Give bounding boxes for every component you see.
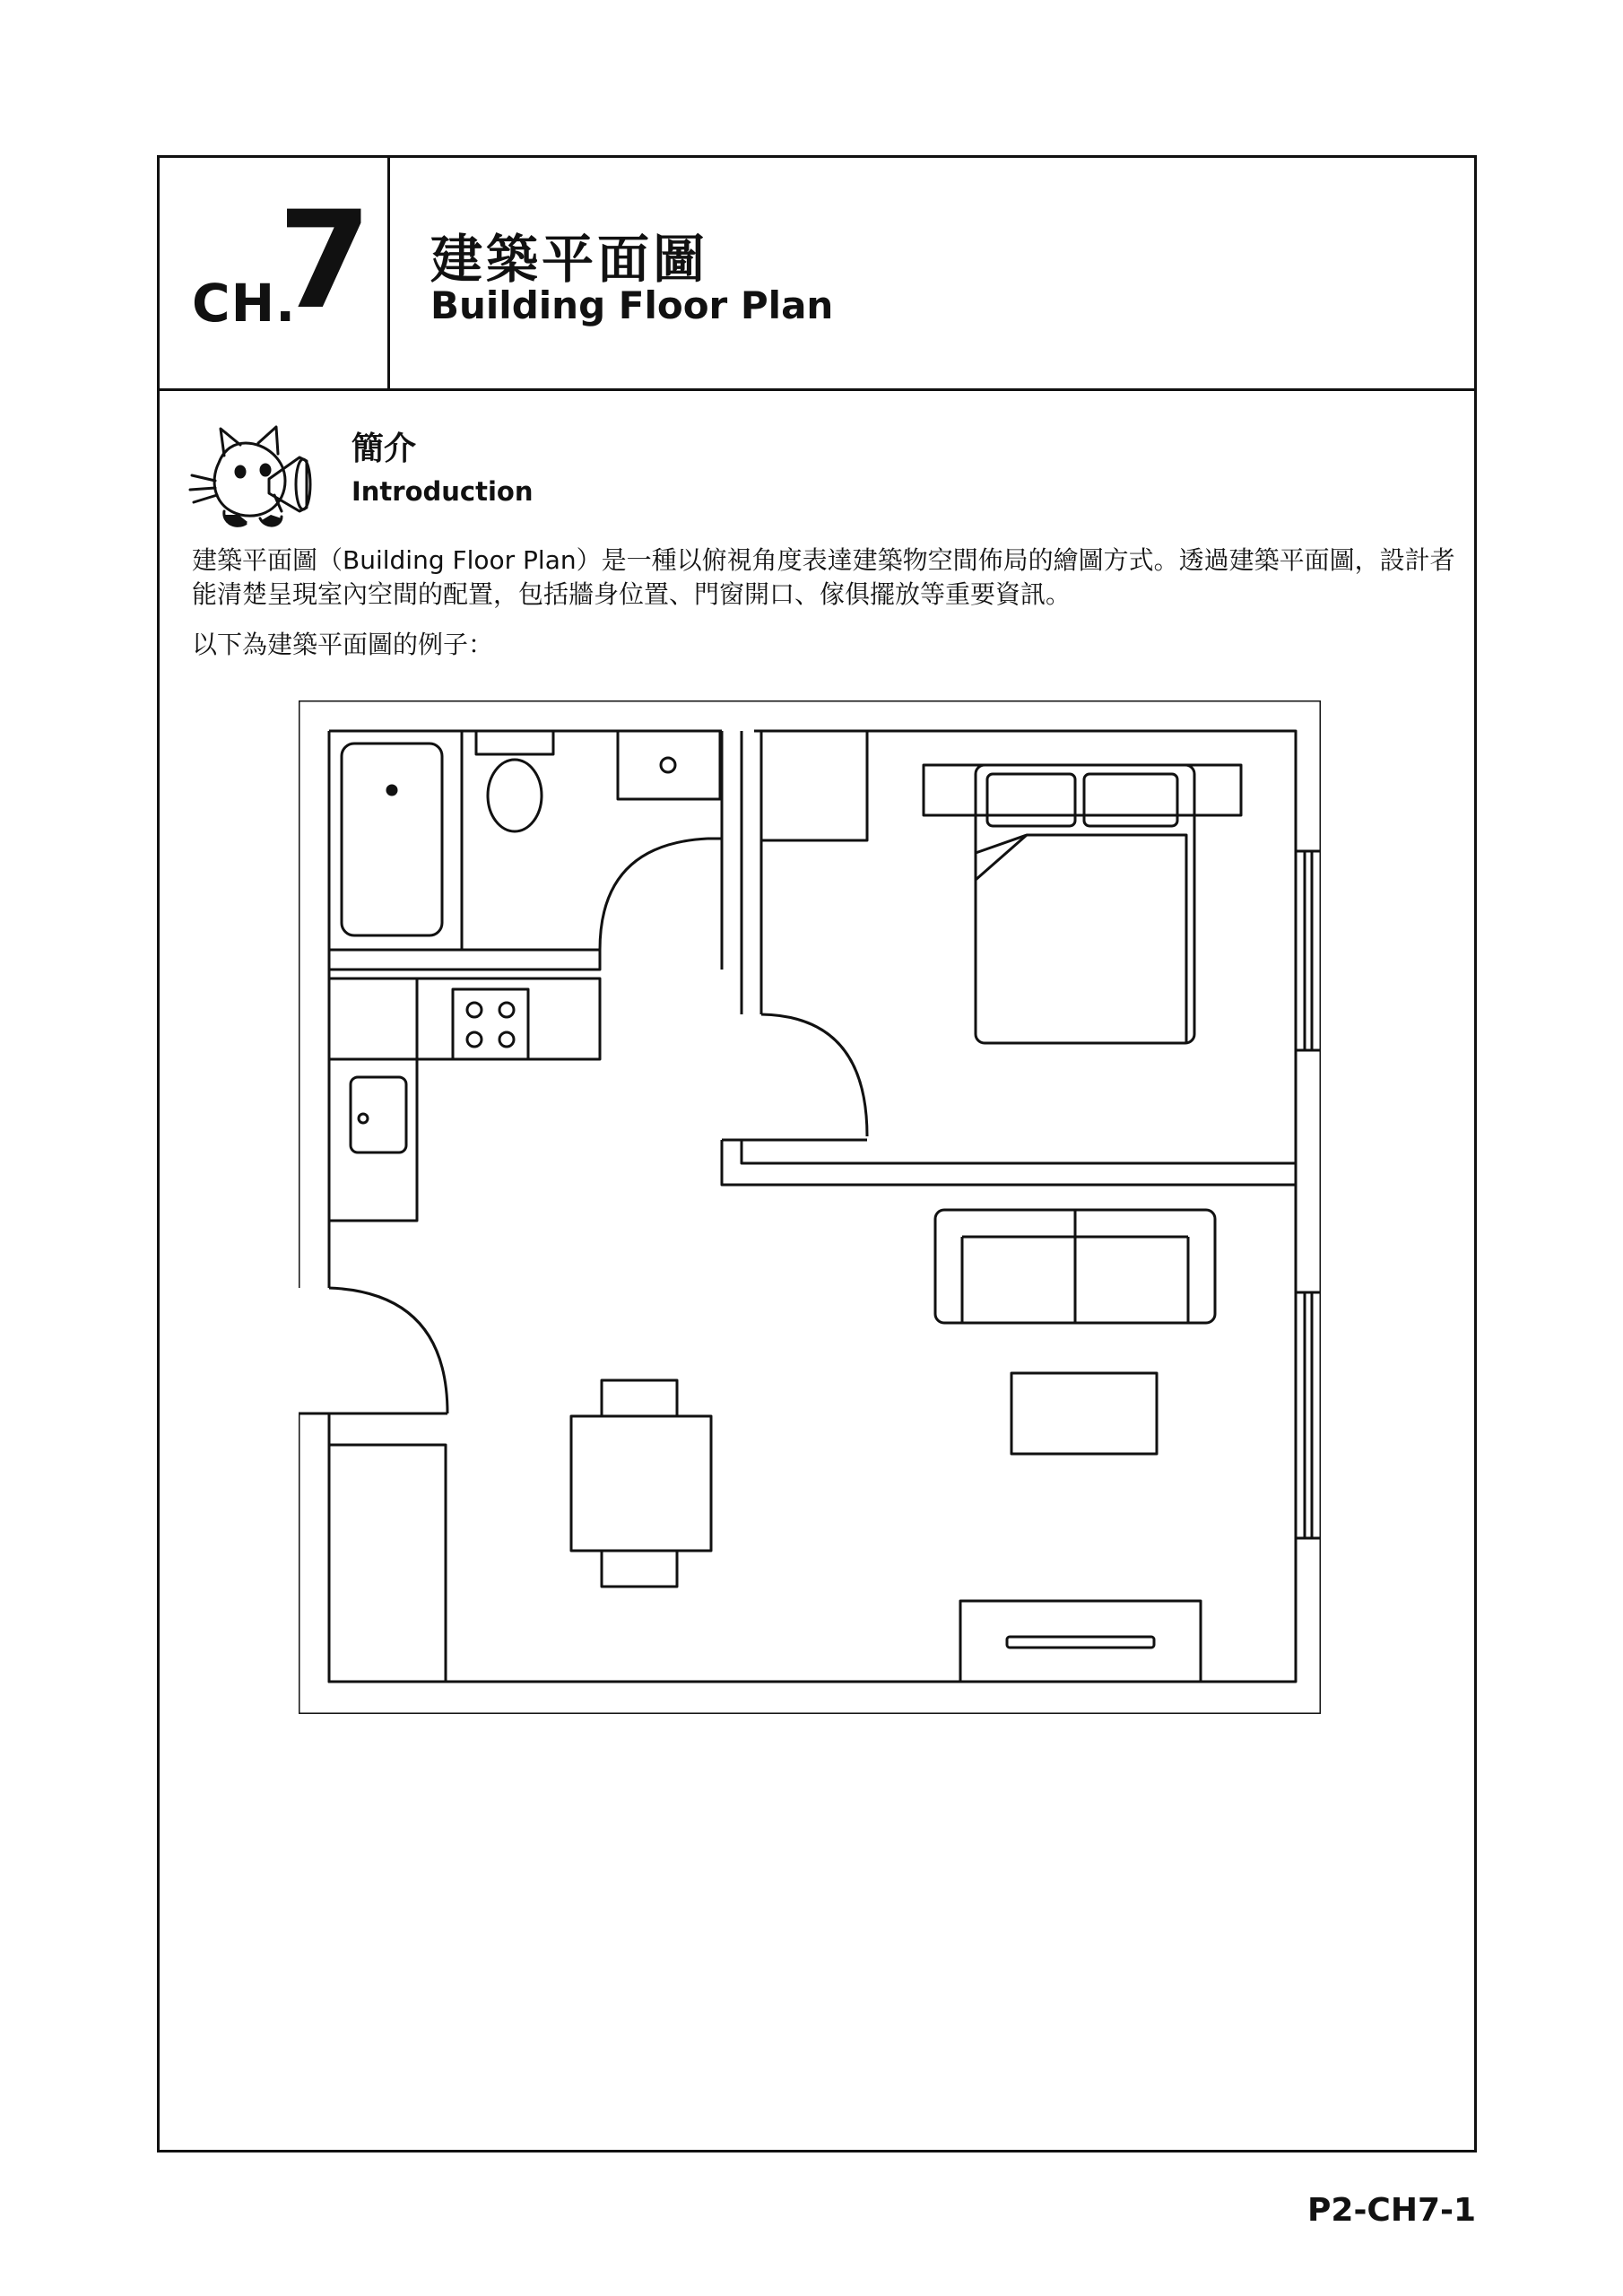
- pillow-left: [987, 774, 1075, 826]
- intro-heading-zh: 簡介: [352, 430, 417, 467]
- inner-wall-line: [329, 731, 1296, 1682]
- floor-plan-diagram: [299, 700, 1321, 1714]
- dining-table: [571, 1416, 711, 1551]
- chapter-title-zh: 建築平面圖: [430, 229, 709, 290]
- example-lead-in: 以下為建築平面圖的例子：: [192, 630, 494, 659]
- dining-chair-top: [602, 1380, 677, 1416]
- bedroom-wall: [742, 731, 761, 1014]
- bathroom-sink: [618, 731, 720, 799]
- page-number: P2-CH7-1: [1307, 2192, 1476, 2229]
- wardrobe: [761, 731, 867, 840]
- page-frame: [157, 155, 1477, 2152]
- chapter-header: [160, 158, 1474, 391]
- outer-wall: [299, 700, 1321, 1714]
- dining-chair-bottom: [602, 1551, 677, 1587]
- bedroom-door-swing: [761, 1014, 867, 1136]
- entrance-door-swing: [329, 1288, 447, 1413]
- bathroom-wall: [329, 950, 600, 970]
- living-window: [1296, 1292, 1321, 1538]
- cat-megaphone-icon: [188, 418, 323, 535]
- toilet-bowl: [488, 760, 542, 831]
- stove: [453, 989, 528, 1059]
- tv: [1007, 1637, 1154, 1648]
- intro-paragraph: 建築平面圖（Building Floor Plan）是一種以俯視角度表達建築物空間佈局的繪圖方式。透過建築平面圖，設計者能清楚呈現室內空間的配置，包括牆身位置、門窗開口、傢俱擺放等重要資訊。: [192, 545, 1455, 609]
- intro-heading-en: Introduction: [352, 476, 534, 507]
- bed-blanket: [976, 835, 1186, 1043]
- bedroom-window: [1296, 851, 1321, 1050]
- coffee-table: [1011, 1373, 1157, 1454]
- chapter-number: 7: [278, 183, 372, 339]
- pillow-right: [1084, 774, 1177, 826]
- bathtub: [342, 744, 442, 935]
- toilet-tank: [476, 731, 553, 754]
- chapter-title-en: Building Floor Plan: [430, 283, 834, 327]
- entrance-cabinet: [329, 1445, 446, 1682]
- tv-console: [960, 1601, 1201, 1682]
- chapter-box: [160, 158, 390, 388]
- chapter-label: CH.: [192, 273, 297, 334]
- bathroom-door-swing: [600, 839, 707, 950]
